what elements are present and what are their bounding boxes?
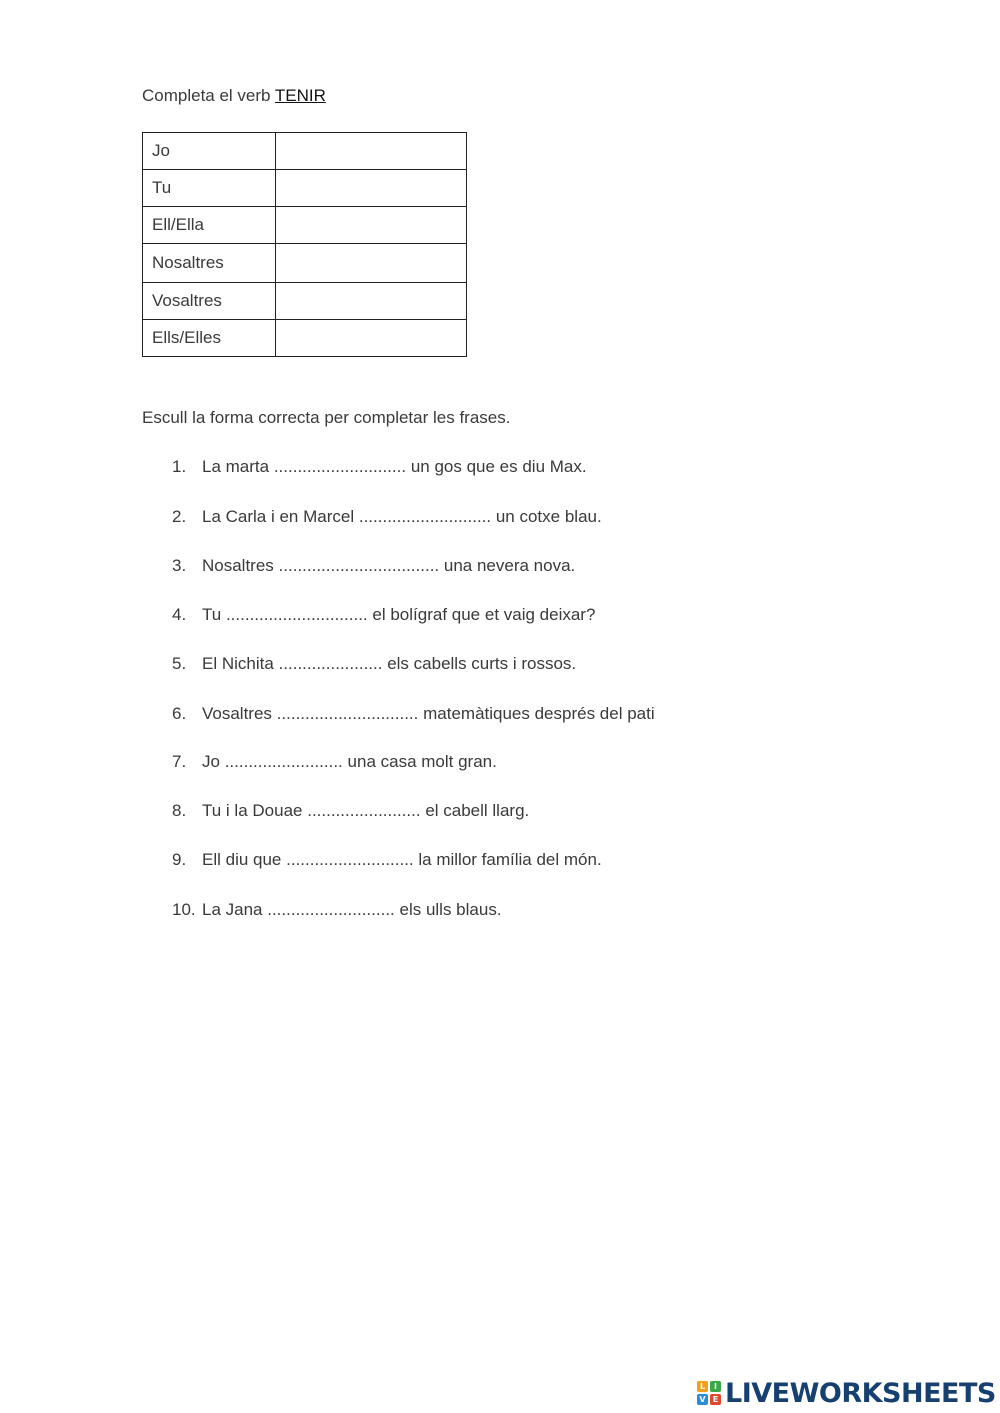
logo-block: I — [710, 1381, 721, 1392]
logo-block: V — [697, 1394, 708, 1405]
pronoun-cell: Jo — [143, 133, 276, 170]
fill-blank[interactable]: ........................... — [267, 900, 395, 919]
sentence-item — [172, 457, 587, 477]
answer-cell[interactable] — [276, 283, 467, 320]
fill-blank[interactable]: ......................... — [224, 752, 343, 771]
table-row — [143, 207, 467, 244]
table-row — [143, 170, 467, 207]
sentence-start: Tu — [202, 605, 222, 624]
worksheet-title — [142, 86, 326, 106]
pronoun-cell: Ell/Ella — [143, 207, 276, 244]
logo-wordmark: LIVEWORKSHEETS — [725, 1377, 996, 1409]
fill-blank[interactable]: .............................. — [225, 605, 368, 624]
item-number: 4. — [172, 605, 187, 624]
sentence-item — [172, 605, 595, 625]
pronoun-cell: Nosaltres — [143, 244, 276, 283]
fill-blank[interactable]: ........................... — [286, 850, 414, 869]
title-verb: TENIR — [274, 86, 326, 105]
pronoun-cell: Vosaltres — [143, 283, 276, 320]
table-row — [143, 283, 467, 320]
fill-blank[interactable]: ............................ — [358, 507, 492, 526]
item-number: 7. — [172, 752, 187, 771]
sentence-start: Ell diu que — [202, 850, 282, 869]
sentence-end: una casa molt gran. — [347, 752, 497, 771]
answer-cell[interactable] — [276, 244, 467, 283]
table-row — [143, 320, 467, 357]
sentence-item — [172, 850, 602, 870]
item-number: 3. — [172, 556, 187, 575]
item-number: 8. — [172, 801, 187, 820]
answer-cell[interactable] — [276, 133, 467, 170]
sentence-item — [172, 752, 497, 772]
fill-blank[interactable]: .............................. — [276, 704, 419, 723]
sentence-start: La Jana — [202, 900, 263, 919]
sentence-end: una nevera nova. — [443, 556, 576, 575]
table-row — [143, 133, 467, 170]
sentence-end: un cotxe blau. — [495, 507, 602, 526]
answer-cell[interactable] — [276, 207, 467, 244]
sentence-end: el cabell llarg. — [425, 801, 530, 820]
sentence-end: els cabells curts i rossos. — [387, 654, 577, 673]
sentence-start: Vosaltres — [202, 704, 272, 723]
fill-blank[interactable]: ............................ — [273, 457, 407, 476]
instructions-text: Escull la forma correcta per completar les frases. — [142, 408, 511, 427]
item-number: 1. — [172, 457, 187, 476]
sentence-end: la millor família del món. — [418, 850, 602, 869]
logo-block: L — [697, 1381, 708, 1392]
conjugation-table — [142, 132, 467, 357]
sentence-start: El Nichita — [202, 654, 274, 673]
answer-cell[interactable] — [276, 320, 467, 357]
sentence-item — [172, 654, 576, 674]
item-number: 9. — [172, 850, 187, 869]
logo-block: E — [710, 1394, 721, 1405]
pronoun-cell: Ells/Elles — [143, 320, 276, 357]
sentence-end: els ulls blaus. — [399, 900, 502, 919]
sentence-end: matemàtiques després del pati — [423, 704, 655, 723]
sentence-start: Jo — [202, 752, 220, 771]
pronoun-cell: Tu — [143, 170, 276, 207]
sentence-start: Tu i la Douae — [202, 801, 303, 820]
item-number: 2. — [172, 507, 187, 526]
sentence-start: La marta — [202, 457, 270, 476]
item-number: 5. — [172, 654, 187, 673]
sentence-item — [172, 900, 502, 920]
item-number: 10. — [172, 900, 196, 919]
sentence-item — [172, 507, 602, 527]
logo-blocks-icon — [697, 1381, 721, 1405]
sentence-item — [172, 556, 575, 576]
answer-cell[interactable] — [276, 170, 467, 207]
sentence-item — [172, 801, 529, 821]
sentence-end: el bolígraf que et vaig deixar? — [372, 605, 596, 624]
title-prefix: Completa el verb — [142, 86, 275, 105]
fill-blank[interactable]: ...................... — [278, 654, 383, 673]
table-row — [143, 244, 467, 283]
fill-blank[interactable]: .................................. — [278, 556, 440, 575]
sentence-item — [172, 704, 655, 724]
sentence-end: un gos que es diu Max. — [410, 457, 587, 476]
fill-blank[interactable]: ........................ — [307, 801, 421, 820]
liveworksheets-logo — [697, 1378, 996, 1408]
sentence-start: La Carla i en Marcel — [202, 507, 355, 526]
item-number: 6. — [172, 704, 187, 723]
sentence-start: Nosaltres — [202, 556, 274, 575]
